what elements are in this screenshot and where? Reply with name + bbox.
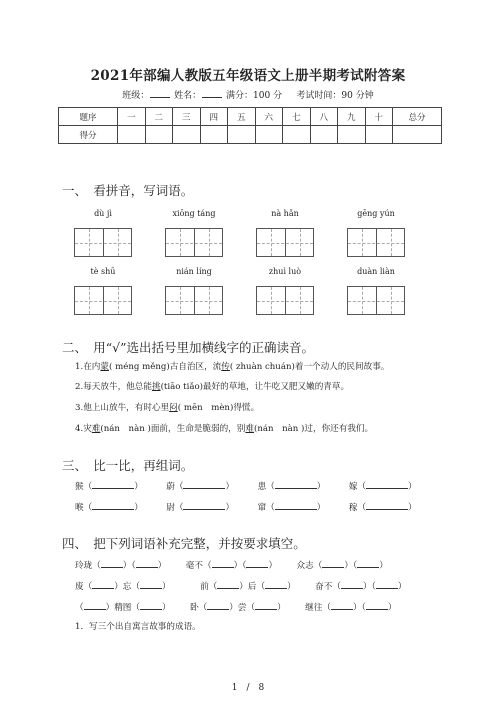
writing-grid[interactable] [165,228,223,257]
compare-row: 猴（ ） 蔚（ ） 患（ ） 嫁（ ） [75,482,417,492]
score-table [58,107,442,144]
header-cell: 五 [228,108,256,126]
score-label: 得分 [59,126,118,144]
score-cell[interactable] [200,126,228,144]
pinyin-label: gēng yún [357,209,395,218]
idiom-row: 玲珑（ ）（ ） 毫不（ ）（ ） 众志（ ）（ ） [75,561,388,571]
class-label: 班级： [122,91,150,101]
full-score: 满分：100 分 [226,91,283,101]
score-cell[interactable] [173,126,201,144]
header-cell: 六 [255,108,283,126]
question-line: 3.他上山放牛，有时心里闷( mēn mèn)得慌。 [75,403,260,413]
class-blank[interactable] [150,89,170,98]
question-line: 1.在内蒙( méng měng)古自治区，流传( zhuàn chuán)着一个动人的民间故事。 [75,362,390,372]
writing-grid[interactable] [347,286,405,315]
header-cell: 九 [338,108,366,126]
header-cell: 三 [173,108,201,126]
name-label: 姓名： [174,91,202,101]
pinyin-label: nà hǎn [271,209,299,218]
answer-blank[interactable] [92,480,134,489]
writing-grid[interactable] [347,228,405,257]
pinyin-label: nián líng [176,267,212,276]
section-1-title: 一、 看拼音，写词语。 [62,183,194,198]
score-cell[interactable] [255,126,283,144]
header-cell: 一 [118,108,146,126]
score-cell[interactable] [310,126,338,144]
compare-row: 喉（ ） 尉（ ） 窜（ ） 稼（ ） [75,503,417,513]
answer-blank[interactable] [366,501,408,510]
pinyin-label: zhuì luò [268,267,302,276]
score-cell[interactable] [145,126,173,144]
writing-grid[interactable] [256,286,314,315]
idiom-row: （ ）精图（ ） 卧（ ）尝（ ） 继往（ ）（ ） [75,603,397,613]
answer-blank[interactable] [275,501,317,510]
pinyin-label: dù jì [94,209,112,218]
header-cell: 八 [310,108,338,126]
name-blank[interactable] [202,89,222,98]
score-cell[interactable] [228,126,256,144]
writing-grid[interactable] [256,228,314,257]
score-cell[interactable] [393,126,442,144]
writing-grid[interactable] [74,286,132,315]
score-row [59,126,442,144]
document-title: 2021年部编人教版五年级语文上册半期考试附答案 [90,68,406,84]
header-cell: 二 [145,108,173,126]
score-cell[interactable] [338,126,366,144]
exam-info [0,88,496,101]
pinyin-label: xiōng táng [172,209,216,218]
score-cell[interactable] [283,126,311,144]
header-cell: 总分 [393,108,442,126]
section-4-title: 四、 把下列词语补充完整，并按要求填空。 [62,536,306,551]
answer-blank[interactable] [183,501,225,510]
idiom-row: 废（ ）忘（ ） 前（ ）后（ ） 奋不（ ）（ ） [75,582,407,592]
section-2-title: 二、 用“√”选出括号里加横线字的正确读音。 [62,340,314,355]
score-cell[interactable] [365,126,393,144]
header-cell: 题序 [59,108,118,126]
header-cell: 四 [200,108,228,126]
score-header-row [59,108,442,126]
page-number: 1 / 8 [231,683,265,693]
pinyin-label: duàn liàn [357,267,395,276]
answer-blank[interactable] [92,501,134,510]
question-line: 4.灾难(nán nàn )面前，生命是脆弱的，别难(nán nàn )过，你还有我们。 [75,424,374,434]
question-line: 2.每天放牛，他总能挑(tiāo tiǎo)最好的草地，让牛吃又肥又嫩的青草。 [75,382,350,392]
writing-grid[interactable] [165,286,223,315]
exam-time: 考试时间：90 分钟 [296,91,374,101]
answer-blank[interactable] [183,480,225,489]
writing-grid[interactable] [74,228,132,257]
answer-blank[interactable] [366,480,408,489]
header-cell: 七 [283,108,311,126]
question-1: 1．写三个出自寓言故事的成语。 [75,622,201,632]
header-cell: 十 [365,108,393,126]
section-3-title: 三、 比一比，再组词。 [62,458,194,473]
score-cell[interactable] [118,126,146,144]
answer-blank[interactable] [275,480,317,489]
pinyin-label: tè shū [90,267,116,276]
